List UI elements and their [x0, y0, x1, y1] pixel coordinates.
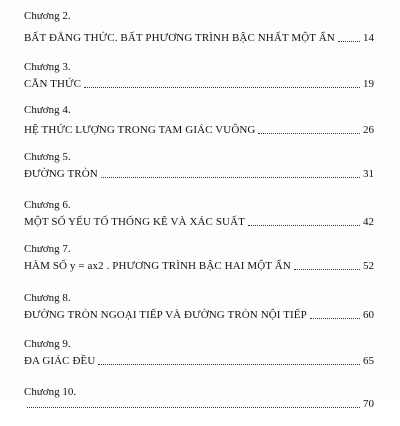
dot-leader: [98, 364, 360, 365]
dot-leader: [310, 318, 360, 319]
entry-line: [24, 352, 374, 368]
dot-leader: [294, 269, 360, 270]
chapter-title: BẤT ĐẲNG THỨC. BẤT PHƯƠNG TRÌNH BẬC NHẤT MỘT ẨN: [24, 32, 335, 44]
page-number: 70: [363, 398, 374, 410]
toc-entry-chapter-6: [24, 199, 374, 239]
page-number: 19: [363, 78, 374, 90]
chapter-title: HÀM SỐ y = ax2 . PHƯƠNG TRÌNH BẬC HAI MỘT ẨN: [24, 260, 291, 272]
toc-entry-chapter-9: [24, 338, 374, 378]
entry-line: [24, 75, 374, 91]
chapter-title: ĐA GIÁC ĐỀU: [24, 355, 96, 367]
chapter-title: ĐƯỜNG TRÒN: [24, 168, 98, 180]
toc-entry-chapter-7: [24, 243, 374, 283]
chapter-label: Chương 2.: [24, 10, 71, 22]
chapter-label: Chương 10.: [24, 386, 77, 398]
chapter-title: ĐƯỜNG TRÒN NGOẠI TIẾP VÀ ĐƯỜNG TRÒN NỘI TIẾP: [24, 309, 307, 321]
chapter-label: Chương 8.: [24, 292, 71, 304]
dot-leader: [338, 41, 360, 42]
toc-entry-chapter-8: [24, 292, 374, 332]
chapter-label: Chương 3.: [24, 61, 71, 73]
entry-line: [24, 395, 374, 411]
chapter-label: Chương 5.: [24, 151, 71, 163]
toc-entry-chapter-3: [24, 61, 374, 101]
page-number: 65: [363, 355, 374, 367]
dot-leader: [27, 407, 360, 408]
page-number: 52: [363, 260, 374, 272]
page-number: 26: [363, 124, 374, 136]
page-number: 14: [363, 32, 374, 44]
page-number: 31: [363, 168, 374, 180]
chapter-label: Chương 4.: [24, 104, 71, 116]
toc-entry-chapter-4: [24, 104, 374, 144]
toc-entry-chapter-5: [24, 151, 374, 191]
chapter-title: MỘT SỐ YẾU TỐ THỐNG KÊ VÀ XÁC SUẤT: [24, 216, 245, 228]
page-number: 42: [363, 216, 374, 228]
dot-leader: [101, 177, 360, 178]
dot-leader: [258, 133, 360, 134]
entry-line: [24, 29, 374, 45]
entry-line: [24, 121, 374, 137]
page-number: 60: [363, 309, 374, 321]
chapter-title: CĂN THỨC: [24, 78, 82, 90]
dot-leader: [84, 87, 360, 88]
entry-line: [24, 257, 374, 273]
dot-leader: [248, 225, 360, 226]
chapter-label: Chương 7.: [24, 243, 71, 255]
chapter-title: HỆ THỨC LƯỢNG TRONG TAM GIÁC VUÔNG: [24, 124, 256, 136]
chapter-label: Chương 6.: [24, 199, 71, 211]
entry-line: [24, 213, 374, 229]
chapter-label: Chương 9.: [24, 338, 71, 350]
toc-entry-chapter-10: [24, 386, 374, 426]
entry-line: [24, 165, 374, 181]
entry-line: [24, 306, 374, 322]
toc-entry-chapter-2: [24, 10, 374, 50]
